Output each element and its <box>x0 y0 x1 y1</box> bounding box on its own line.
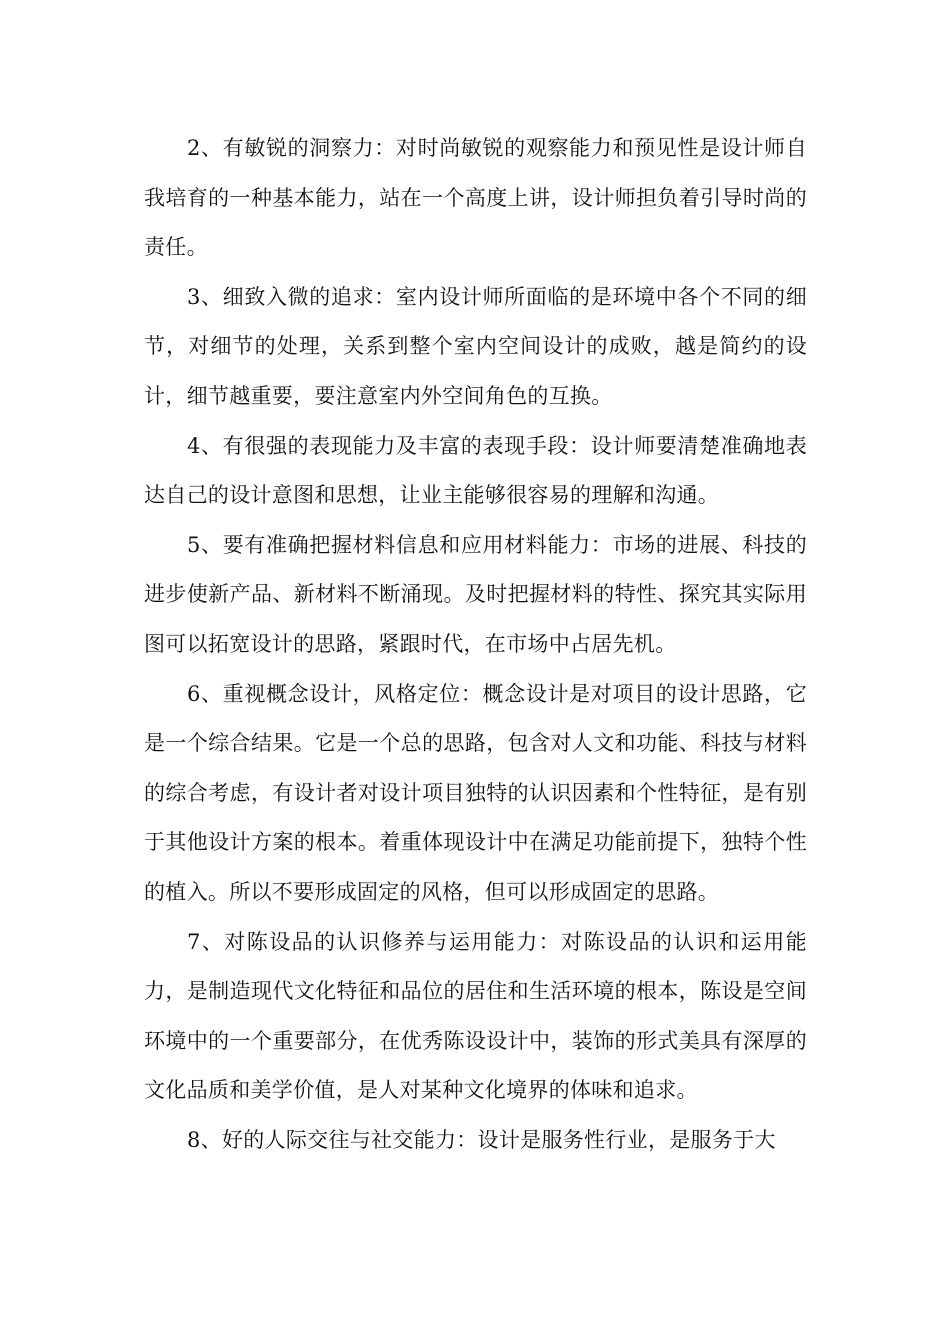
paragraph-7-furnishings: 7、对陈设品的认识修养与运用能力：对陈设品的认识和运用能力，是制造现代文化特征和品位的居住和生活环境的根本，陈设是空间环境中的一个重要部分，在优秀陈设设计中，装饰的形式美具有深厚的文化品质和美学价值，是人对某种文化境界的体味和追求。 <box>144 929 807 1103</box>
paragraph-4-expression: 4、有很强的表现能力及丰富的表现手段：设计师要清楚准确地表达自己的设计意图和思想，让业主能够很容易的理解和沟通。 <box>144 433 807 508</box>
paragraph-3-detail: 3、细致入微的追求：室内设计师所面临的是环境中各个不同的细节，对细节的处理，关系到整个室内空间设计的成败，越是简约的设计，细节越重要，要注意室内外空间角色的互换。 <box>144 284 807 408</box>
document-body <box>144 124 807 1165</box>
paragraph-2-insight: 2、有敏锐的洞察力：对时尚敏锐的观察能力和预见性是设计师自我培育的一种基本能力，站在一个高度上讲，设计师担负着引导时尚的责任。 <box>144 136 807 260</box>
paragraph-6-concept-design: 6、重视概念设计，风格定位：概念设计是对项目的设计思路，它是一个综合结果。它是一个总的思路，包含对人文和功能、科技与材料的综合考虑，有设计者对设计项目独特的认识因素和个性特征，是有别于其他设计方案的根本。着重体现设计中在满足功能前提下，独特个性的植入。所以不要形成固定的风格，但可以形成固定的思路。 <box>144 681 807 904</box>
paragraph-8-social-skills: 8、好的人际交往与社交能力：设计是服务性行业，是服务于大 <box>187 1127 776 1152</box>
paragraph-5-materials: 5、要有准确把握材料信息和应用材料能力：市场的进展、科技的进步使新产品、新材料不断涌现。及时把握材料的特性、探究其实际用图可以拓宽设计的思路，紧跟时代，在市场中占居先机。 <box>144 532 807 656</box>
